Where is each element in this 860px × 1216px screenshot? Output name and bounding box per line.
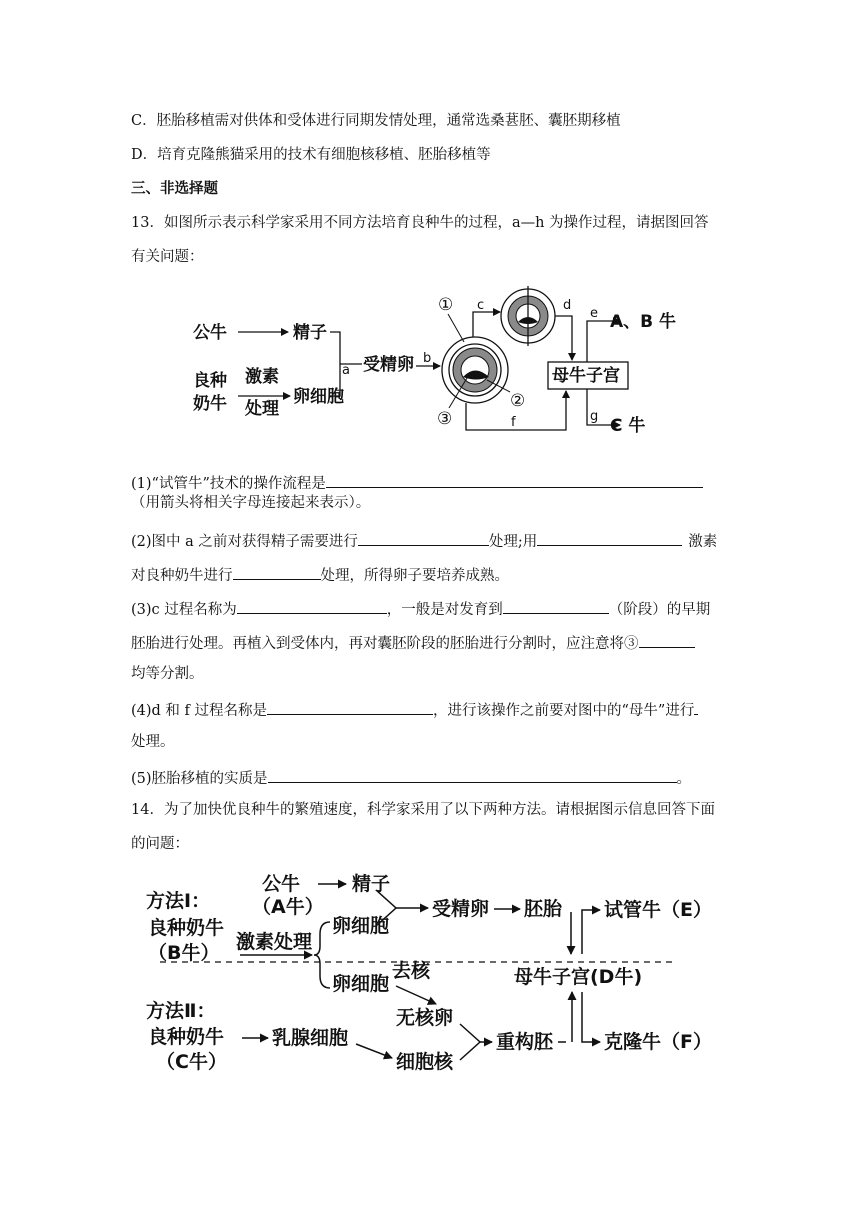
fig1-label-b: b <box>423 351 432 366</box>
fig1-uterus: 母牛子宫 <box>552 366 620 386</box>
arrow-uterus-e <box>582 910 600 954</box>
q13-sub2-line1 <box>131 529 717 552</box>
fig1-label-e: e <box>590 306 598 321</box>
sub2-text-4: 对良种奶牛进行 <box>131 568 233 584</box>
fig1-cow-line2: 奶牛 <box>193 394 227 414</box>
sub3-text-2: ，一般是对发育到 <box>386 602 503 618</box>
fig1-mark2: ② <box>510 391 526 411</box>
sub5-blank-1[interactable] <box>268 766 677 783</box>
fig2-cow-c: （C牛） <box>156 1051 227 1073</box>
fig2-method2: 方法Ⅱ： <box>146 1000 216 1022</box>
fig2-cow: 良种奶牛 <box>148 917 225 939</box>
hormone-brace <box>314 922 330 988</box>
fig1-out-c: C 牛 <box>610 416 646 436</box>
q13-stem-line1: 13．如图所示表示科学家采用不同方法培育良种牛的过程，a—h 为操作过程，请据图回答 <box>131 215 709 231</box>
sub2-text-5: 处理，所得卵子要培养成熟。 <box>320 568 509 584</box>
fig2-hormone: 激素处理 <box>236 931 313 953</box>
embryo-cavity <box>461 356 489 384</box>
sub5-text-2: 。 <box>676 771 692 787</box>
fig1-sperm: 精子 <box>293 323 327 343</box>
fig1-out-ab: A、B 牛 <box>610 312 677 332</box>
sub3-text-3: （阶段）的早期 <box>608 602 711 618</box>
sub1-blank[interactable] <box>326 471 703 488</box>
q14-figure <box>0 862 860 1082</box>
arrow-c <box>473 312 500 337</box>
fig2-uterus: 母牛子宫(D牛) <box>514 966 643 988</box>
q13-sub4-line1 <box>131 698 698 721</box>
fig2-embryo: 胚胎 <box>524 898 563 920</box>
arrow-d <box>555 316 572 360</box>
sub3-text-1: (3)c 过程名称为 <box>131 602 237 618</box>
q13-sub4-line2: 处理。 <box>131 734 175 750</box>
fig2-clone: 克隆牛（F） <box>604 1031 712 1053</box>
converge-2 <box>460 1024 480 1060</box>
fig2-nucleus: 细胞核 <box>396 1051 454 1073</box>
fig1-label-d: d <box>563 298 572 313</box>
sub3-text-4: 胚胎进行处理。再植入到受体内，再对囊胚阶段的胚胎进行分割时，应注意将③ <box>131 636 639 652</box>
fig2-egg2: 卵细胞 <box>332 973 390 995</box>
q13-sub1-line1 <box>131 471 703 494</box>
arrow-enucleate <box>396 986 436 1004</box>
pointer-1 <box>448 314 464 342</box>
fig1-cow-line1: 良种 <box>193 371 227 391</box>
fig2-bull-a: （A牛） <box>252 896 324 918</box>
q13-sub3-line2 <box>131 631 695 654</box>
q13-sub3-line3: 均等分割。 <box>131 666 204 682</box>
arrow-uterus-f <box>582 992 600 1042</box>
sub4-blank-2[interactable] <box>694 698 698 715</box>
sub4-blank-1[interactable] <box>267 698 433 715</box>
fig2-bull: 公牛 <box>262 873 301 895</box>
fig1-label-f: f <box>511 415 516 430</box>
fig2-anucleate-egg: 无核卵 <box>396 1007 454 1029</box>
arrow-nucleus <box>356 1044 392 1058</box>
section-title: 三、非选择题 <box>131 181 218 197</box>
sub2-text-2: 处理;用 <box>488 534 538 550</box>
fig1-mark1: ① <box>438 295 454 315</box>
fig2-method1: 方法Ⅰ： <box>146 890 211 912</box>
fig2-cow2: 良种奶牛 <box>148 1026 225 1048</box>
fig2-cow-b: （B牛） <box>148 942 220 964</box>
fig1-label-g: g <box>590 409 599 424</box>
q13-figure <box>0 282 860 442</box>
fig2-sperm: 精子 <box>352 873 391 895</box>
sub4-text-1: (4)d 和 f 过程名称是 <box>131 703 268 719</box>
fig1-hormone-line1: 激素 <box>245 367 279 387</box>
option-d: D．培育克隆熊猫采用的技术有细胞核移植、胚胎移植等 <box>131 147 491 163</box>
q13-stem-line2: 有关问题： <box>131 249 204 265</box>
q14-stem-line1: 14．为了加快优良种牛的繁殖速度，科学家采用了以下两种方法。请根据图示信息回答下面 <box>131 802 715 818</box>
sub2-text-1: (2)图中 a 之前对获得精子需要进行 <box>131 534 358 550</box>
fig1-label-a: a <box>342 363 350 378</box>
option-c: C．胚胎移植需对供体和受体进行同期发情处理，通常选桑葚胚、囊胚期移植 <box>131 113 621 129</box>
fig1-hormone-line2: 处理 <box>245 399 279 419</box>
sub1-text: (1)“试管牛”技术的操作流程是 <box>131 476 326 492</box>
fig2-egg1: 卵细胞 <box>332 915 390 937</box>
q13-sub3-line1 <box>131 597 710 620</box>
fig1-mark3: ③ <box>437 409 453 429</box>
sub2-blank-3[interactable] <box>233 563 321 580</box>
sub4-text-2: ，进行该操作之前要对图中的“母牛”进行 <box>433 703 695 719</box>
fig1-bull: 公牛 <box>193 323 227 343</box>
sub3-blank-3[interactable] <box>639 631 695 648</box>
sub2-blank-1[interactable] <box>358 529 489 546</box>
q14-stem-line2: 的问题： <box>131 836 189 852</box>
fig2-test-tube-cow: 试管牛（E） <box>604 899 712 921</box>
fig1-egg: 卵细胞 <box>293 387 344 407</box>
sub3-blank-2[interactable] <box>503 597 609 614</box>
fig2-reconstructed: 重构胚 <box>496 1031 554 1053</box>
q13-sub1-line2: （用箭头将相关字母连接起来表示）。 <box>131 495 371 511</box>
q13-sub2-line2 <box>131 563 509 586</box>
fig2-enucleate: 去核 <box>392 960 431 982</box>
fig2-fertilized: 受精卵 <box>432 898 490 920</box>
fig2-mammary: 乳腺细胞 <box>272 1027 349 1049</box>
sub3-blank-1[interactable] <box>237 597 387 614</box>
sub2-blank-2[interactable] <box>537 529 682 546</box>
q13-sub5-line1 <box>131 766 691 789</box>
sub5-text-1: (5)胚胎移植的实质是 <box>131 771 268 787</box>
sub2-text-3: 激素 <box>688 534 718 550</box>
fig1-fertilized: 受精卵 <box>363 355 414 375</box>
fig1-label-c: c <box>477 298 485 313</box>
